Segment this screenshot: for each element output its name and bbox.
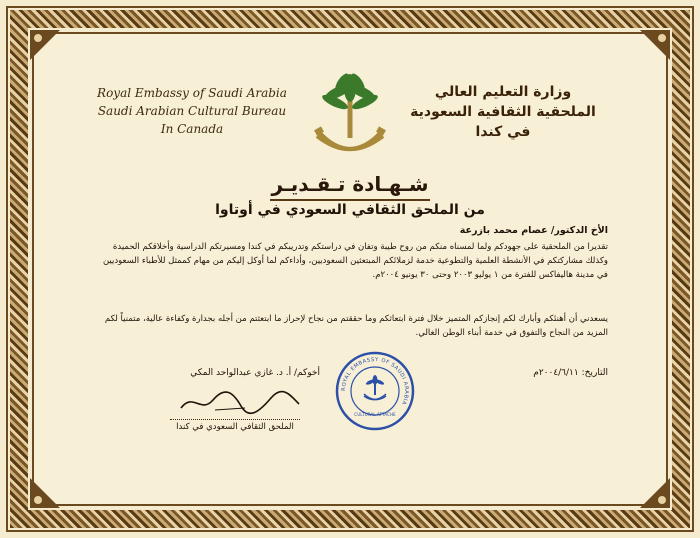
country-name: In Canada	[160, 122, 224, 136]
date-label: التاريخ:	[581, 368, 608, 378]
body-paragraph-congratulations: يسعدني أن أهنئكم وأبارك لكم إنجازكم المتميز خلال فترة ابتعاثكم وما حققتم من نجاح لإحراز ما ابتعثتم من أجله بجدارة وكفاءة عالية، متمنياً لكم المزيد من النجاح والتفوق في خدمة أبناء الوطن الغالي.	[104, 314, 608, 338]
date-value: ٢٠٠٤/٦/١١م	[533, 368, 579, 378]
embassy-english-header	[92, 84, 292, 138]
recipient-line: الأخ الدكتور/ عصام محمد بازرعة	[459, 225, 608, 236]
certificate-subtitle: من الملحق الثقافي السعودي في أوتاوا	[215, 202, 485, 218]
seal-text: ROYAL EMBASSY OF SAUDI ARABIA	[340, 356, 410, 406]
signature-line	[170, 419, 300, 420]
country-arabic: في كندا	[475, 124, 531, 140]
seal-inner-text: CULTURAL ATTACHE	[354, 412, 396, 417]
corner-ornament-icon	[638, 476, 672, 510]
certificate-title: شـهـادة تـقـديـر	[271, 172, 429, 196]
ministry-arabic-header	[398, 82, 608, 142]
corner-ornament-icon	[638, 28, 672, 62]
title-underline	[270, 199, 430, 201]
signature-icon	[175, 388, 305, 416]
corner-ornament-icon	[28, 28, 62, 62]
embassy-name: Royal Embassy of Saudi Arabia	[97, 86, 287, 100]
bureau-name: Saudi Arabian Cultural Bureau	[97, 104, 287, 118]
embassy-seal-icon	[334, 350, 416, 432]
signatory-title: الملحق الثقافي السعودي في كندا	[176, 422, 294, 432]
body-paragraph-appreciation: تقديرا من الملحقية على جهودكم ولما لمسناه منكم من روح طيبة وتفان في دراستكم وتدريبكم في كندا ومسيرتكم الدراسية وأخلاقكم الحميدة وكذلك مشاركتكم في الأنشطة العلمية والتطوعية خدمة لزملائكم المبتعثين السعوديين، وأداءكم لما أوكل إليكم من مهام كممثل للأطباء السعوديين في مدينة هاليفاكس للفترة من ١ يوليو ٢٠٠٣ وحتى ٣٠ يونيو ٢٠٠٤م.	[102, 242, 608, 280]
signatory-name: أخوكم/ أ. د. غازي عبدالواحد المكي	[190, 368, 320, 378]
ministry-name: وزارة التعليم العالي	[434, 84, 572, 100]
saudi-palm-swords-emblem-icon	[313, 72, 387, 164]
date-line	[458, 368, 608, 378]
attache-name: الملحقية الثقافية السعودية	[410, 104, 596, 120]
corner-ornament-icon	[28, 476, 62, 510]
